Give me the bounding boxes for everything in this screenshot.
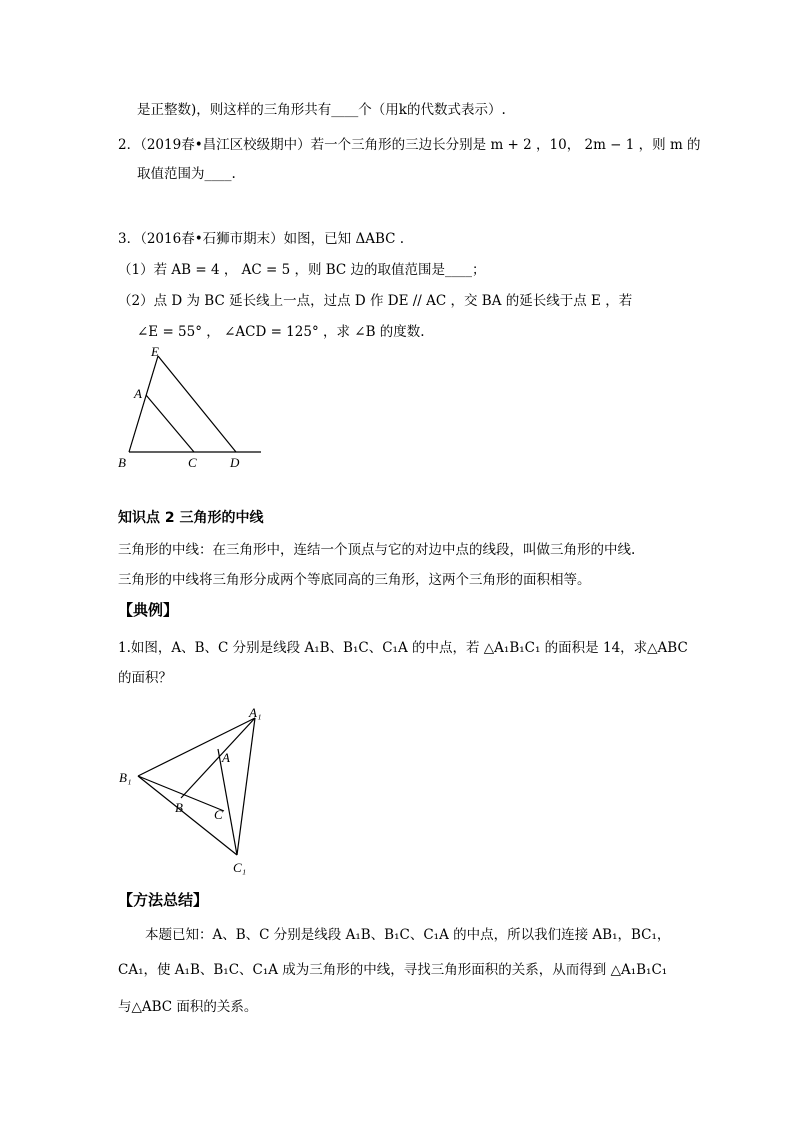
problem-3-text: 3．（2016春•石狮市期末）如图，已知 ΔABC . — [118, 231, 405, 247]
problem-3-part1-text: （1）若 AB = 4 ， AC = 5 ，则 BC 边的取值范围是____； — [118, 262, 486, 278]
problem-2-text: 2．（2019春•昌江区校级期中）若一个三角形的三边长分别是 m + 2 ，10， 2m − 1 ，则 m 的 — [118, 137, 701, 153]
problem-3-line — [118, 229, 404, 249]
line1-text: 是正整数)，则这样的三角形共有____个（用k的代数式表示）. — [137, 102, 506, 118]
problem-2-line — [118, 135, 701, 155]
problem-3-part2 — [118, 291, 632, 311]
definition-1-text: 三角形的中线：在三角形中，连结一个顶点与它的对边中点的线段，叫做三角形的中线. — [118, 542, 636, 558]
problem-2-answer-text: 取值范围为____. — [137, 166, 236, 182]
figure-triangle-a1b1c1 — [115, 700, 285, 880]
method-heading-text: 【方法总结】 — [118, 891, 209, 909]
label-C: C — [214, 807, 223, 822]
problem-3-part2-text: （2）点 D 为 BC 延长线上一点，过点 D 作 DE // AC ，交 BA 的延长线于点 E ，若 — [118, 293, 633, 309]
label-E: E — [151, 344, 159, 359]
problem-3-part1 — [118, 260, 486, 280]
definition-1 — [118, 540, 635, 560]
figure-triangle-ebd — [115, 340, 275, 470]
method-line-2 — [118, 960, 667, 980]
label-C: C — [188, 455, 197, 470]
definition-2 — [118, 570, 591, 590]
method-text-2: CA₁，使 A₁B、B₁C、C₁A 成为三角形的中线，寻找三角形面积的关系，从而得到 △A₁B₁C₁ — [118, 962, 668, 978]
text-line-1 — [137, 100, 506, 120]
label-C1: C₁ — [233, 860, 247, 875]
problem-3-part2-cont — [137, 322, 425, 342]
example-heading — [118, 600, 178, 620]
problem-2-answer-line — [137, 164, 236, 184]
label-A1: A₁ — [249, 705, 262, 720]
method-heading — [118, 890, 208, 910]
label-B: B — [118, 455, 126, 470]
method-text-3: 与△ABC 面积的关系。 — [118, 999, 258, 1015]
example-1-line-1 — [118, 638, 688, 658]
label-B1: B₁ — [119, 770, 132, 785]
method-text-1: 本题已知：A、B、C 分别是线段 A₁B、B₁C、C₁A 的中点，所以我们连接 AB₁，BC₁， — [145, 927, 671, 943]
example-1-text-2: 的面积？ — [118, 670, 172, 686]
method-line-3 — [118, 997, 257, 1017]
section-title-text: 知识点 2 三角形的中线 — [118, 510, 264, 526]
definition-2-text: 三角形的中线将三角形分成两个等底同高的三角形，这两个三角形的面积相等。 — [118, 572, 591, 588]
label-B: B — [175, 800, 183, 815]
example-1-line-2 — [118, 668, 172, 688]
label-D: D — [230, 455, 240, 470]
problem-3-part2-cont-text: ∠E = 55° ， ∠ACD = 125° ，求 ∠B 的度数. — [137, 324, 425, 340]
example-1-text-1: 1.如图，A、B、C 分别是线段 A₁B、B₁C、C₁A 的中点，若 △A₁B₁C₁ 的面积是 14，求△ABC — [118, 640, 688, 656]
label-A: A — [222, 750, 230, 765]
label-A: A — [134, 386, 142, 401]
section-title — [118, 508, 264, 528]
method-line-1 — [145, 925, 670, 945]
example-heading-text: 【典例】 — [118, 601, 179, 619]
